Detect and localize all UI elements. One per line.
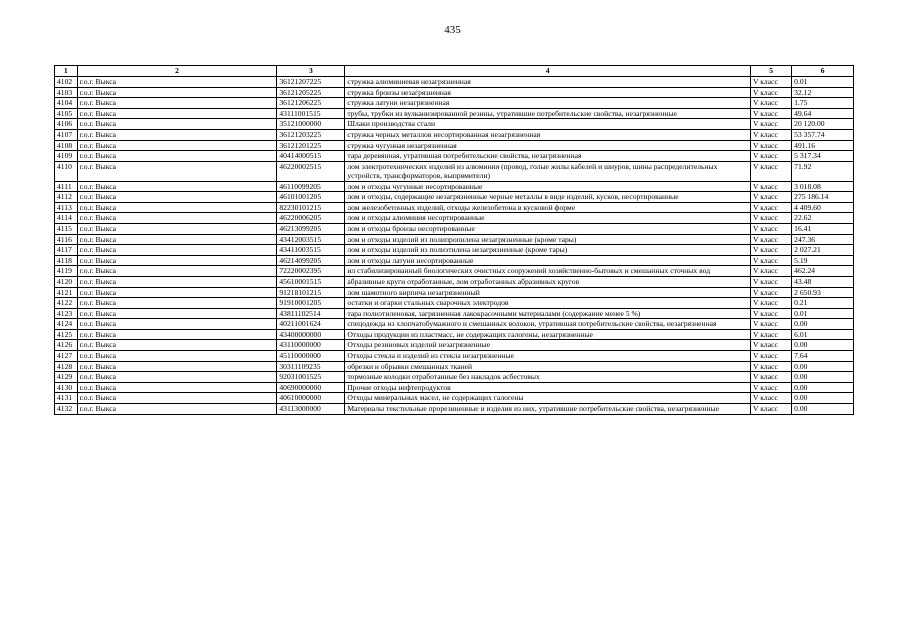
waste-description-cell: Шлаки производства стали — [345, 119, 751, 130]
municipality-cell: г.о.г. Выкса — [77, 308, 277, 319]
table-row — [55, 129, 854, 140]
municipality-cell: г.о.г. Выкса — [77, 98, 277, 109]
table-row — [55, 382, 854, 393]
table-row — [55, 372, 854, 383]
row-number: 4104 — [55, 98, 78, 109]
municipality-cell: г.о.г. Выкса — [77, 266, 277, 277]
waste-description-cell: тара полиэтиленовая, загрязненная лакокрасочными материалами (содержание менее 5 %) — [345, 308, 751, 319]
waste-description-cell: остатки и огарки стальных сварочных электродов — [345, 298, 751, 309]
hazard-class-cell: V класс — [751, 245, 792, 256]
municipality-cell: г.о.г. Выкса — [77, 151, 277, 162]
row-number: 4116 — [55, 234, 78, 245]
hazard-class-cell: V класс — [751, 223, 792, 234]
waste-description-cell: лом и отходы изделий из полипропилена незагрязненные (кроме тары) — [345, 234, 751, 245]
fkko-code-cell: 43412003515 — [277, 234, 345, 245]
table-row — [55, 393, 854, 404]
hazard-class-cell: V класс — [751, 351, 792, 362]
municipality-cell: г.о.г. Выкса — [77, 161, 277, 181]
amount-cell: 6.01 — [792, 329, 854, 340]
municipality-cell: г.о.г. Выкса — [77, 129, 277, 140]
waste-description-cell: трубы, трубки из вулканизированной резины, утратившие потребительские свойства, незагрязненные — [345, 108, 751, 119]
table-row — [55, 223, 854, 234]
amount-cell: 22.62 — [792, 213, 854, 224]
row-number: 4114 — [55, 213, 78, 224]
row-number: 4119 — [55, 266, 78, 277]
table-row — [55, 202, 854, 213]
municipality-cell: г.о.г. Выкса — [77, 329, 277, 340]
hazard-class-cell: V класс — [751, 329, 792, 340]
municipality-cell: г.о.г. Выкса — [77, 340, 277, 351]
row-number: 4110 — [55, 161, 78, 181]
col-header-5: 5 — [751, 66, 792, 77]
row-number: 4130 — [55, 382, 78, 393]
hazard-class-cell: V класс — [751, 151, 792, 162]
table-row — [55, 119, 854, 130]
amount-cell: 3 018.08 — [792, 181, 854, 192]
amount-cell: 71.92 — [792, 161, 854, 181]
waste-description-cell: лом электротехнических изделий из алюминия (провод, голые жилы кабелей и шнуров, шины распределительных устройств, трансформаторов, выпрямители) — [345, 161, 751, 181]
amount-cell: 275 186.14 — [792, 192, 854, 203]
municipality-cell: г.о.г. Выкса — [77, 181, 277, 192]
waste-description-cell: лом шамотного кирпича незагрязненный — [345, 287, 751, 298]
hazard-class-cell: V класс — [751, 276, 792, 287]
municipality-cell: г.о.г. Выкса — [77, 382, 277, 393]
hazard-class-cell: V класс — [751, 192, 792, 203]
table-row — [55, 140, 854, 151]
table-row — [55, 329, 854, 340]
row-number: 4125 — [55, 329, 78, 340]
col-header-3: 3 — [277, 66, 345, 77]
fkko-code-cell: 30311109235 — [277, 361, 345, 372]
table-row — [55, 266, 854, 277]
table-row — [55, 161, 854, 181]
waste-description-cell: стружка латуни незагрязненная — [345, 98, 751, 109]
row-number: 4111 — [55, 181, 78, 192]
municipality-cell: г.о.г. Выкса — [77, 77, 277, 88]
waste-description-cell: Отходы продукции из пластмасс, не содержащих галогены, незагрязненные — [345, 329, 751, 340]
fkko-code-cell: 46214099205 — [277, 255, 345, 266]
municipality-cell: г.о.г. Выкса — [77, 223, 277, 234]
row-number: 4120 — [55, 276, 78, 287]
header-row — [55, 66, 854, 77]
waste-description-cell: Отходы минеральных масел, не содержащих галогены — [345, 393, 751, 404]
col-header-1: 1 — [55, 66, 78, 77]
hazard-class-cell: V класс — [751, 361, 792, 372]
amount-cell: 0.00 — [792, 319, 854, 330]
fkko-code-cell: 46220002515 — [277, 161, 345, 181]
waste-description-cell: лом железобетонных изделий, отходы железобетона в кусковой форме — [345, 202, 751, 213]
waste-description-cell: Прочие отходы нефтепродуктов — [345, 382, 751, 393]
hazard-class-cell: V класс — [751, 140, 792, 151]
hazard-class-cell: V класс — [751, 77, 792, 88]
page-number: 435 — [444, 24, 461, 36]
amount-cell: 0.00 — [792, 361, 854, 372]
municipality-cell: г.о.г. Выкса — [77, 393, 277, 404]
row-number: 4115 — [55, 223, 78, 234]
table-row — [55, 87, 854, 98]
fkko-code-cell: 45610001515 — [277, 276, 345, 287]
amount-cell: 0.01 — [792, 77, 854, 88]
row-number: 4121 — [55, 287, 78, 298]
fkko-code-cell: 40690000000 — [277, 382, 345, 393]
fkko-code-cell: 46110099205 — [277, 181, 345, 192]
amount-cell: 0.00 — [792, 382, 854, 393]
municipality-cell: г.о.г. Выкса — [77, 276, 277, 287]
waste-description-cell: Отходы резиновых изделий незагрязненные — [345, 340, 751, 351]
hazard-class-cell: V класс — [751, 308, 792, 319]
hazard-class-cell: V класс — [751, 340, 792, 351]
municipality-cell: г.о.г. Выкса — [77, 192, 277, 203]
table-row — [55, 213, 854, 224]
fkko-code-cell: 92031001525 — [277, 372, 345, 383]
row-number: 4128 — [55, 361, 78, 372]
waste-description-cell: стружка черных металлов несортированная незагрязненная — [345, 129, 751, 140]
municipality-cell: г.о.г. Выкса — [77, 119, 277, 130]
row-number: 4102 — [55, 77, 78, 88]
amount-cell: 1.75 — [792, 98, 854, 109]
hazard-class-cell: V класс — [751, 382, 792, 393]
hazard-class-cell: V класс — [751, 161, 792, 181]
amount-cell: 491.16 — [792, 140, 854, 151]
fkko-code-cell: 35121000000 — [277, 119, 345, 130]
amount-cell: 49.64 — [792, 108, 854, 119]
amount-cell: 32.12 — [792, 87, 854, 98]
row-number: 4109 — [55, 151, 78, 162]
table-row — [55, 192, 854, 203]
amount-cell: 7.64 — [792, 351, 854, 362]
hazard-class-cell: V класс — [751, 393, 792, 404]
table-row — [55, 276, 854, 287]
municipality-cell: г.о.г. Выкса — [77, 245, 277, 256]
amount-cell: 53 357.74 — [792, 129, 854, 140]
row-number: 4106 — [55, 119, 78, 130]
waste-registry-table — [54, 65, 854, 415]
amount-cell: 247.36 — [792, 234, 854, 245]
fkko-code-cell: 46220006205 — [277, 213, 345, 224]
fkko-code-cell: 43811102514 — [277, 308, 345, 319]
row-number: 4118 — [55, 255, 78, 266]
hazard-class-cell: V класс — [751, 87, 792, 98]
waste-description-cell: обрезки и обрывки смешанных тканей — [345, 361, 751, 372]
hazard-class-cell: V класс — [751, 129, 792, 140]
row-number: 4126 — [55, 340, 78, 351]
fkko-code-cell: 45110000000 — [277, 351, 345, 362]
table-row — [55, 319, 854, 330]
fkko-code-cell: 43111001515 — [277, 108, 345, 119]
fkko-code-cell: 36121207225 — [277, 77, 345, 88]
waste-description-cell: Материалы текстильные прорезиненные и изделия из них, утратившие потребительские свойства, незагрязненные — [345, 404, 751, 415]
row-number: 4107 — [55, 129, 78, 140]
waste-description-cell: ил стабилизированный биологических очистных сооружений хозяйственно-бытовых и смешанных сточных вод — [345, 266, 751, 277]
municipality-cell: г.о.г. Выкса — [77, 351, 277, 362]
row-number: 4105 — [55, 108, 78, 119]
waste-description-cell: стружка алюминиевая незагрязненная — [345, 77, 751, 88]
fkko-code-cell: 36121205225 — [277, 87, 345, 98]
municipality-cell: г.о.г. Выкса — [77, 298, 277, 309]
hazard-class-cell: V класс — [751, 234, 792, 245]
table-row — [55, 287, 854, 298]
municipality-cell: г.о.г. Выкса — [77, 361, 277, 372]
table-row — [55, 361, 854, 372]
waste-description-cell: лом и отходы латуни несортированные — [345, 255, 751, 266]
municipality-cell: г.о.г. Выкса — [77, 404, 277, 415]
waste-description-cell: лом и отходы изделий из полиэтилена незагрязненные (кроме тары) — [345, 245, 751, 256]
municipality-cell: г.о.г. Выкса — [77, 372, 277, 383]
municipality-cell: г.о.г. Выкса — [77, 202, 277, 213]
amount-cell: 16.41 — [792, 223, 854, 234]
table-row — [55, 181, 854, 192]
amount-cell: 4 409.60 — [792, 202, 854, 213]
fkko-code-cell: 36121206225 — [277, 98, 345, 109]
row-number: 4124 — [55, 319, 78, 330]
hazard-class-cell: V класс — [751, 287, 792, 298]
col-header-6: 6 — [792, 66, 854, 77]
hazard-class-cell: V класс — [751, 119, 792, 130]
waste-description-cell: Отходы стекла и изделий из стекла незагрязненные — [345, 351, 751, 362]
row-number: 4103 — [55, 87, 78, 98]
amount-cell: 0.00 — [792, 404, 854, 415]
table-row — [55, 98, 854, 109]
amount-cell: 0.00 — [792, 393, 854, 404]
fkko-code-cell: 36121201225 — [277, 140, 345, 151]
amount-cell: 462.24 — [792, 266, 854, 277]
col-header-2: 2 — [77, 66, 277, 77]
amount-cell: 5.19 — [792, 255, 854, 266]
amount-cell: 0.21 — [792, 298, 854, 309]
waste-description-cell: спецодежда из хлопчатобумажного и смешанных волокон, утратившая потребительские свойства, незагрязненная — [345, 319, 751, 330]
municipality-cell: г.о.г. Выкса — [77, 87, 277, 98]
fkko-code-cell: 40211001624 — [277, 319, 345, 330]
fkko-code-cell: 72220002395 — [277, 266, 345, 277]
municipality-cell: г.о.г. Выкса — [77, 287, 277, 298]
fkko-code-cell: 82230101215 — [277, 202, 345, 213]
amount-cell: 5 317.34 — [792, 151, 854, 162]
row-number: 4131 — [55, 393, 78, 404]
fkko-code-cell: 46213099205 — [277, 223, 345, 234]
table-row — [55, 234, 854, 245]
table-row — [55, 308, 854, 319]
hazard-class-cell: V класс — [751, 372, 792, 383]
table-row — [55, 151, 854, 162]
waste-description-cell: тара деревянная, утратившая потребительские свойства, незагрязненная — [345, 151, 751, 162]
table-row — [55, 298, 854, 309]
municipality-cell: г.о.г. Выкса — [77, 140, 277, 151]
municipality-cell: г.о.г. Выкса — [77, 319, 277, 330]
municipality-cell: г.о.г. Выкса — [77, 108, 277, 119]
fkko-code-cell: 91910001205 — [277, 298, 345, 309]
fkko-code-cell: 43110000000 — [277, 340, 345, 351]
table-row — [55, 245, 854, 256]
fkko-code-cell: 91218101215 — [277, 287, 345, 298]
row-number: 4123 — [55, 308, 78, 319]
municipality-cell: г.о.г. Выкса — [77, 234, 277, 245]
amount-cell: 20 120.00 — [792, 119, 854, 130]
hazard-class-cell: V класс — [751, 213, 792, 224]
waste-description-cell: лом и отходы чугунные несортированные — [345, 181, 751, 192]
waste-description-cell: стружка бронзы незагрязненная — [345, 87, 751, 98]
table-row — [55, 404, 854, 415]
hazard-class-cell: V класс — [751, 319, 792, 330]
waste-description-cell: стружка чугунная незагрязненная — [345, 140, 751, 151]
amount-cell: 0.00 — [792, 340, 854, 351]
hazard-class-cell: V класс — [751, 181, 792, 192]
amount-cell: 2 027.21 — [792, 245, 854, 256]
waste-description-cell: лом и отходы бронзы несортированные — [345, 223, 751, 234]
col-header-4: 4 — [345, 66, 751, 77]
waste-description-cell: тормозные колодки отработанные без накладок асбестовых — [345, 372, 751, 383]
waste-description-cell: лом и отходы алюминия несортированные — [345, 213, 751, 224]
amount-cell: 43.48 — [792, 276, 854, 287]
amount-cell: 0.00 — [792, 372, 854, 383]
row-number: 4132 — [55, 404, 78, 415]
row-number: 4122 — [55, 298, 78, 309]
municipality-cell: г.о.г. Выкса — [77, 213, 277, 224]
row-number: 4108 — [55, 140, 78, 151]
hazard-class-cell: V класс — [751, 98, 792, 109]
hazard-class-cell: V класс — [751, 266, 792, 277]
fkko-code-cell: 40610000000 — [277, 393, 345, 404]
fkko-code-cell: 40414000515 — [277, 151, 345, 162]
table-row — [55, 77, 854, 88]
waste-description-cell: абразивные круги отработанные, лом отработанных абразивных кругов — [345, 276, 751, 287]
hazard-class-cell: V класс — [751, 108, 792, 119]
fkko-code-cell: 46101001205 — [277, 192, 345, 203]
fkko-code-cell: 36121203225 — [277, 129, 345, 140]
table-row — [55, 340, 854, 351]
hazard-class-cell: V класс — [751, 202, 792, 213]
amount-cell: 0.01 — [792, 308, 854, 319]
table-row — [55, 108, 854, 119]
fkko-code-cell: 43411003515 — [277, 245, 345, 256]
waste-description-cell: лом и отходы, содержащие незагрязненные черные металлы в виде изделий, кусков, несортированные — [345, 192, 751, 203]
hazard-class-cell: V класс — [751, 298, 792, 309]
hazard-class-cell: V класс — [751, 255, 792, 266]
table-row — [55, 255, 854, 266]
municipality-cell: г.о.г. Выкса — [77, 255, 277, 266]
amount-cell: 2 650.93 — [792, 287, 854, 298]
fkko-code-cell: 43400000000 — [277, 329, 345, 340]
fkko-code-cell: 43113000000 — [277, 404, 345, 415]
row-number: 4129 — [55, 372, 78, 383]
row-number: 4112 — [55, 192, 78, 203]
hazard-class-cell: V класс — [751, 404, 792, 415]
table-row — [55, 351, 854, 362]
row-number: 4113 — [55, 202, 78, 213]
row-number: 4117 — [55, 245, 78, 256]
row-number: 4127 — [55, 351, 78, 362]
